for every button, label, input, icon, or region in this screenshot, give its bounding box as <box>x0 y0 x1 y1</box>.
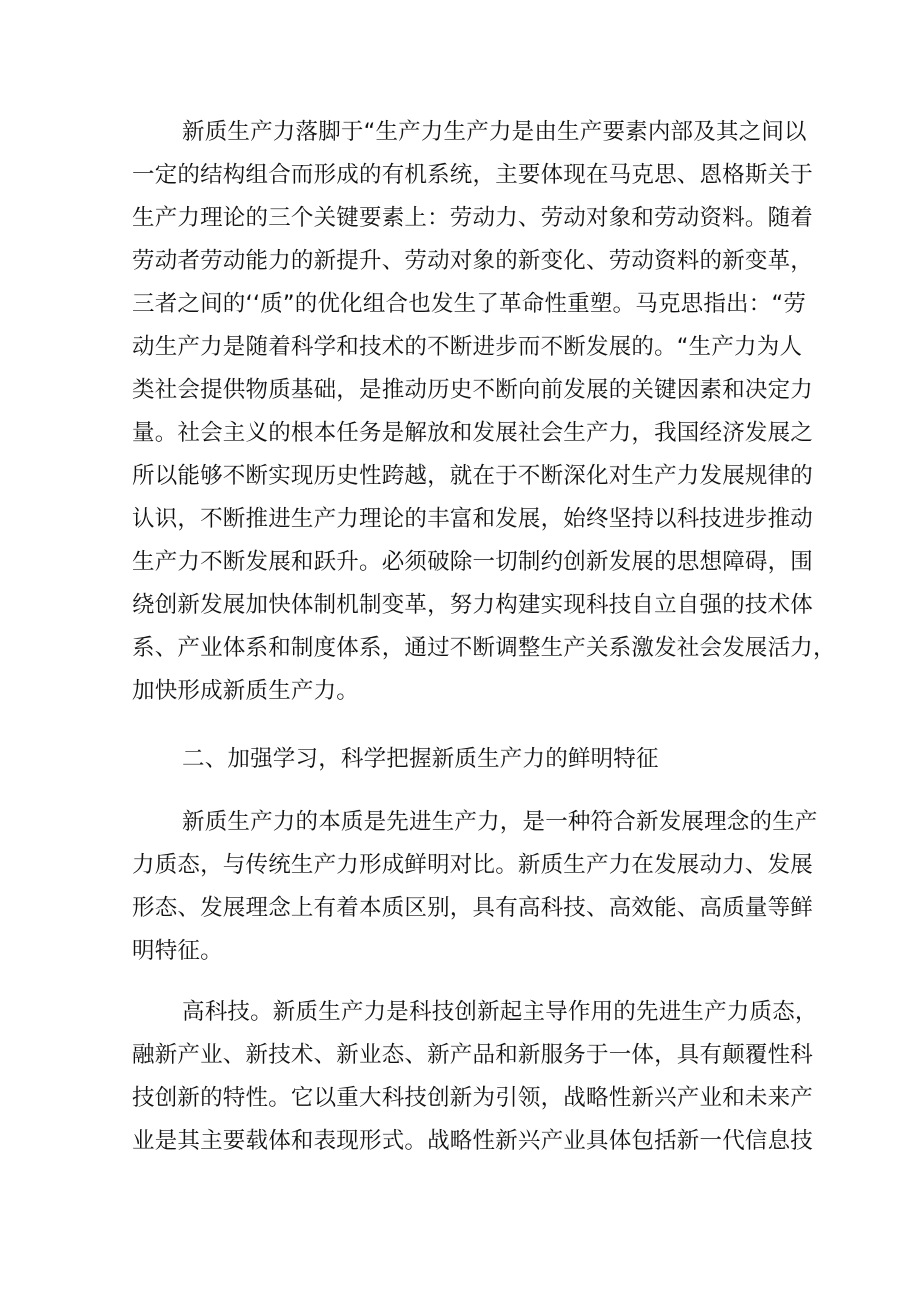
paragraph-line: 融新产业、新技术、新业态、新产品和新服务于一体，具有颠覆性科 <box>132 1042 814 1068</box>
paragraph-line: 劳动者劳动能力的新提升、劳动对象的新变化、劳动资料的新变革， <box>132 248 814 274</box>
section-heading: 二、加强学习，科学把握新质生产力的鲜明特征 <box>182 746 659 772</box>
paragraph-line: 生产力理论的三个关键要素上：劳动力、劳动对象和劳动资料。随着 <box>132 205 814 231</box>
paragraph-line: 一定的结构组合而形成的有机系统，主要体现在马克思、恩格斯关于 <box>132 162 814 188</box>
paragraph-line: 新质生产力落脚于“生产力生产力是由生产要素内部及其之间以 <box>182 119 807 145</box>
paragraph-line: 明特征。 <box>132 938 223 964</box>
paragraph-line: 所以能够不断实现历史性跨越，就在于不断深化对生产力发展规律的 <box>132 463 814 489</box>
paragraph-line: 生产力不断发展和跃升。必须破除一切制约创新发展的思想障碍，围 <box>132 549 814 575</box>
paragraph-line: 三者之间的‘‘质”的优化组合也发生了革命性重塑。马克思指出：“劳 <box>132 291 807 317</box>
paragraph-line: 形态、发展理念上有着本质区别，具有高科技、高效能、高质量等鲜 <box>132 895 814 921</box>
paragraph-line: 业是其主要载体和表现形式。战略性新兴产业具体包括新一代信息技 <box>132 1128 814 1154</box>
paragraph-line: 力质态，与传统生产力形成鲜明对比。新质生产力在发展动力、发展 <box>132 852 814 878</box>
paragraph-line: 高科技。新质生产力是科技创新起主导作用的先进生产力质态， <box>182 999 818 1025</box>
paragraph-line: 系、产业体系和制度体系，通过不断调整生产关系激发社会发展活力， <box>132 635 836 661</box>
paragraph-line: 新质生产力的本质是先进生产力，是一种符合新发展理念的生产 <box>182 809 818 835</box>
paragraph-line: 认识，不断推进生产力理论的丰富和发展，始终坚持以科技进步推动 <box>132 506 814 532</box>
paragraph-line: 类社会提供物质基础，是推动历史不断向前发展的关键因素和决定力 <box>132 377 814 403</box>
paragraph-line: 技创新的特性。它以重大科技创新为引领，战略性新兴产业和未来产 <box>132 1085 814 1111</box>
paragraph-line: 动生产力是随着科学和技术的不断进步而不断发展的。“生产力为人 <box>132 334 803 360</box>
paragraph-line: 加快形成新质生产力。 <box>132 678 360 704</box>
paragraph-line: 量。社会主义的根本任务是解放和发展社会生产力，我国经济发展之 <box>132 420 814 446</box>
paragraph-line: 绕创新发展加快体制机制变革，努力构建实现科技自立自强的技术体 <box>132 592 814 618</box>
